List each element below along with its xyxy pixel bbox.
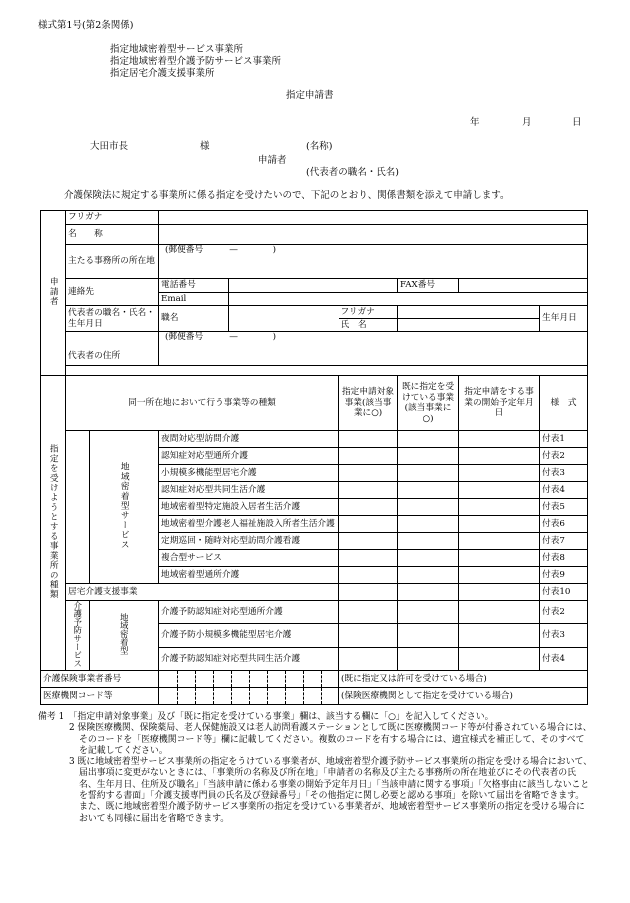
indent-cell: [66, 431, 90, 448]
form-ref: 付表1: [540, 431, 588, 448]
insurer-no-field[interactable]: [159, 670, 339, 687]
postal-code-text: (郵便番号 — ): [165, 332, 277, 342]
spacer-row: [66, 366, 588, 376]
target-cell[interactable]: [339, 482, 398, 499]
dest-line: 指定地域密着型サービス事業所: [110, 44, 244, 55]
target-cell[interactable]: [339, 533, 398, 550]
form-ref: 付表7: [540, 533, 588, 550]
contact-label: 連絡先: [66, 279, 159, 306]
fax-label: FAX番号: [398, 279, 459, 293]
indent-cell: [66, 516, 90, 533]
name-field[interactable]: [159, 225, 588, 245]
form-ref: 付表10: [540, 584, 588, 601]
start-date-cell[interactable]: [459, 482, 540, 499]
service-name: 介護予防小規模多機能型居宅介護: [159, 624, 339, 647]
start-date-cell[interactable]: [459, 465, 540, 482]
indent-cell: [66, 499, 90, 516]
addressee: 大田市長: [90, 141, 129, 152]
start-date-cell[interactable]: [459, 516, 540, 533]
target-cell[interactable]: [339, 431, 398, 448]
target-cell[interactable]: [339, 567, 398, 584]
intro-text: 介護保険法に規定する事業所に係る指定を受けたいので、下記のとおり、関係書類を添えて申請します。: [64, 190, 510, 201]
notes-section: [38, 712, 593, 825]
document-title: 指定申請書: [286, 90, 334, 101]
already-cell[interactable]: [398, 482, 459, 499]
indent-cell: [66, 448, 90, 465]
already-header: 既に指定を受けている事業(該当事業に○): [398, 376, 459, 431]
target-cell[interactable]: [339, 601, 398, 624]
insurer-no-label: 介護保険事業者番号: [41, 670, 159, 687]
service-side-label: 指定を受けようとする事業所の種類: [41, 376, 66, 671]
already-cell[interactable]: [398, 465, 459, 482]
already-cell[interactable]: [398, 533, 459, 550]
representative-label: 代表者の職名・氏名・生年月日: [66, 306, 159, 332]
date-month: 月: [522, 117, 532, 128]
target-cell[interactable]: [339, 516, 398, 533]
destination-list: [110, 44, 281, 80]
form-ref: 付表8: [540, 550, 588, 567]
applicant-label: 申請者: [258, 155, 287, 166]
notes-prefix: 備考: [38, 712, 56, 722]
furigana-field[interactable]: [159, 211, 588, 225]
form-number: 様式第1号(第2条関係): [38, 20, 134, 31]
service-name: 夜間対応型訪問介護: [159, 431, 339, 448]
email-field[interactable]: [229, 293, 588, 306]
target-header: 指定申請対象事業(該当事業に○): [339, 376, 398, 431]
start-date-cell[interactable]: [459, 584, 540, 601]
rep-furigana-field[interactable]: [398, 306, 540, 319]
already-cell[interactable]: [398, 550, 459, 567]
rep-furigana-label: フリガナ: [339, 306, 398, 319]
already-cell[interactable]: [398, 499, 459, 516]
form-ref: 付表2: [540, 601, 588, 624]
start-date-cell[interactable]: [459, 647, 540, 670]
form-ref: 付表5: [540, 499, 588, 516]
form-ref: 付表2: [540, 448, 588, 465]
honorific: 様: [200, 141, 210, 152]
insurer-no-note: (既に指定又は許可を受けている場合): [339, 670, 588, 687]
start-date-cell[interactable]: [459, 601, 540, 624]
group-community-label-2: 地域密着型: [90, 601, 159, 671]
service-name: 介護予防認知症対応型通所介護: [159, 601, 339, 624]
indent-cell: [66, 533, 90, 550]
indent-cell: [66, 465, 90, 482]
applicant-name-label: (名称): [306, 141, 333, 152]
start-date-cell[interactable]: [459, 567, 540, 584]
form-ref: 付表3: [540, 624, 588, 647]
applicant-side-label: 申請者: [41, 211, 66, 376]
already-cell[interactable]: [398, 431, 459, 448]
start-date-cell[interactable]: [459, 624, 540, 647]
group-prevention-label: 介護予防サービス: [66, 601, 90, 671]
tel-label: 電話番号: [159, 279, 229, 293]
form-ref: 付表4: [540, 647, 588, 670]
note-3: 3 既に地域密着型サービス事業所の指定をうけている事業者が、地域密着型介護予防サービス事業所の指定を受ける場合において、届出事項に変更がないときには、「事業所の名称及び所在地」「申請者の名称及び主たる事務所の所在地並びにその代表者の氏名、生年月日、住所及び職名」「当該申請に係わる事業の開始予定年月日」「当該申請に関する事項」「欠格事由に該当しないことを誓約する書面」「介護支援専門員の氏名及び登録番号」「その他指定に関し必要と認める事項」を除いて届出を省略できます。また、既に地域密着型介護予防サービス事業所の指定を受けている事業者が、地域密着型サービス事業所の指定を受ける場合においても同様に届出を省略できます。: [69, 757, 593, 824]
target-cell[interactable]: [339, 647, 398, 670]
service-name: 複合型サービス: [159, 550, 339, 567]
start-date-header: 指定申請をする事業の開始予定年月日: [459, 376, 540, 431]
start-date-cell[interactable]: [459, 533, 540, 550]
target-cell[interactable]: [339, 448, 398, 465]
medical-code-note: (保険医療機関として指定を受けている場合): [339, 687, 588, 704]
medical-code-field[interactable]: [159, 687, 339, 704]
start-date-cell[interactable]: [459, 431, 540, 448]
note-2: 2 保険医療機関、保険薬局、老人保健施設又は老人訪問看護ステーションとして既に医療機関コード等が付番されている場合には、そのコードを「医療機関コード等」欄に記載してください。複数のコードを有する場合には、適宜様式を補正して、そのすべてを記載してください。: [69, 723, 592, 756]
rep-name-label: 氏 名: [339, 319, 398, 332]
birth-label: 生年月日: [540, 306, 588, 332]
service-name: 定期巡回・随時対応型訪問介護看護: [159, 533, 339, 550]
service-name: 認知症対応型通所介護: [159, 448, 339, 465]
already-cell[interactable]: [398, 567, 459, 584]
date-year: 年: [470, 117, 480, 128]
service-name: 介護予防認知症対応型共同生活介護: [159, 647, 339, 670]
post-label: 職名: [159, 306, 229, 332]
furigana-label: フリガナ: [66, 211, 159, 225]
target-cell[interactable]: [339, 499, 398, 516]
target-cell[interactable]: [339, 465, 398, 482]
tel-field[interactable]: [229, 279, 398, 293]
rep-address-field[interactable]: [159, 332, 588, 366]
address-field[interactable]: [159, 245, 588, 279]
form-ref: 付表3: [540, 465, 588, 482]
service-name: 地域密着型通所介護: [159, 567, 339, 584]
representative-label: (代表者の職名・氏名): [306, 167, 399, 178]
target-cell[interactable]: [339, 584, 398, 601]
indent-cell: [66, 550, 90, 567]
target-cell[interactable]: [339, 624, 398, 647]
fax-field[interactable]: [459, 279, 588, 293]
rep-name-field[interactable]: [398, 319, 540, 332]
already-cell[interactable]: [398, 624, 459, 647]
form-ref: 付表6: [540, 516, 588, 533]
post-field[interactable]: [229, 306, 339, 332]
form-ref: 付表9: [540, 567, 588, 584]
dest-line: 指定居宅介護支援事業所: [110, 68, 215, 79]
already-cell[interactable]: [398, 601, 459, 624]
service-name: 小規模多機能型居宅介護: [159, 465, 339, 482]
rep-address-label: 代表者の住所: [66, 332, 159, 366]
medical-code-label: 医療機関コード等: [41, 687, 159, 704]
start-date-cell[interactable]: [459, 448, 540, 465]
service-name: 地域密着型特定施設入居者生活介護: [159, 499, 339, 516]
start-date-cell[interactable]: [459, 499, 540, 516]
indent-cell: [66, 482, 90, 499]
indent-cell: [66, 567, 90, 584]
already-cell[interactable]: [398, 516, 459, 533]
group-community-label: 地域密着型サービス: [90, 431, 159, 584]
date-day: 日: [572, 117, 582, 128]
note-1: 備考 1 「指定申請対象事業」及び「既に指定を受けている事業」欄は、該当する欄に「○」を記入してください。: [38, 712, 494, 722]
service-name: 地域密着型介護老人福祉施設入所者生活介護: [159, 516, 339, 533]
start-date-cell[interactable]: [459, 550, 540, 567]
already-cell[interactable]: [398, 647, 459, 670]
already-cell[interactable]: [398, 448, 459, 465]
postal-code-text: (郵便番号 — ): [165, 245, 277, 255]
form-header: 様 式: [540, 376, 588, 431]
address-label: 主たる事務所の所在地: [66, 245, 159, 279]
email-label: Email: [159, 293, 229, 306]
application-table: [40, 210, 588, 705]
name-label: 名 称: [66, 225, 159, 245]
service-name: 認知症対応型共同生活介護: [159, 482, 339, 499]
service-type-header: 同一所在地において行う事業等の種類: [66, 376, 339, 431]
dest-line: 指定地域密着型介護予防サービス事業所: [110, 56, 282, 67]
service-name: 居宅介護支援事業: [66, 584, 339, 601]
already-cell[interactable]: [398, 584, 459, 601]
form-ref: 付表4: [540, 482, 588, 499]
target-cell[interactable]: [339, 550, 398, 567]
